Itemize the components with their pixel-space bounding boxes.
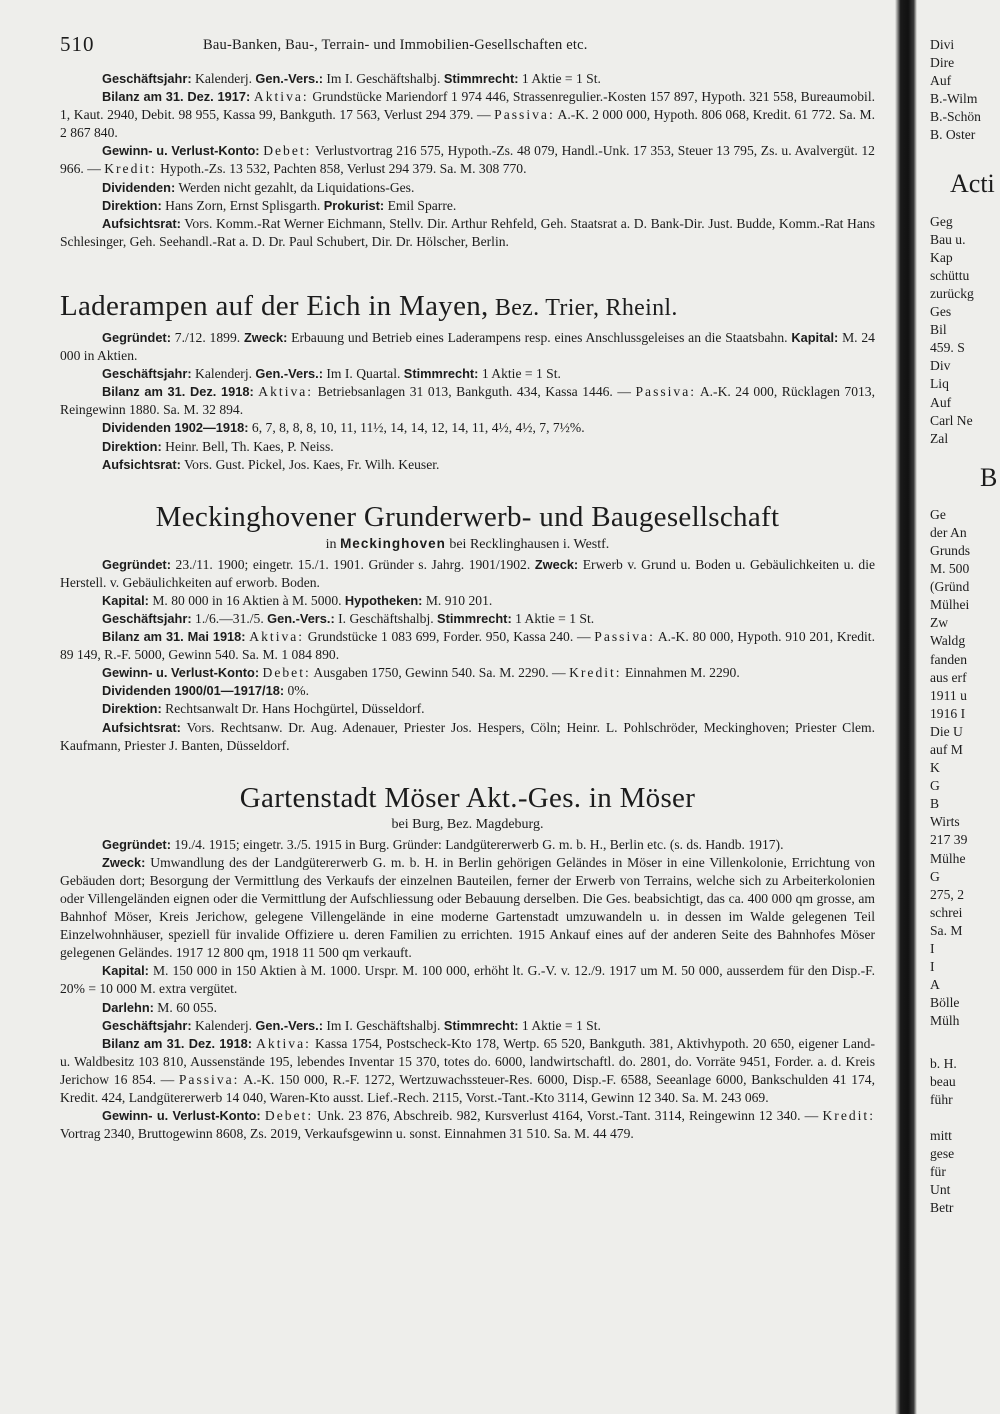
paragraph: Bilanz am 31. Dez. 1917: Aktiva: Grundstücke Mariendorf 1 974 446, Strassenregulier.-Kosten 157 897, Hypoth. 321 558, Bureaumobil. 1, Kaut. 2940, Debit. 98 955, Kassa 99, Bankguth. 17 563, Verlust 294 379. — Passiva: A.-K. 2 000 000, Hypoth. 806 068, Kredit. 61 772. Sa. M. 2 867 840. xyxy=(60,89,876,141)
fragment-line: Sa. M xyxy=(930,922,963,938)
paragraph: Dividenden: Werden nicht gezahlt, da Liquidations-Ges. xyxy=(102,179,415,195)
paragraph: Bilanz am 31. Dez. 1918: Aktiva: Kassa 1754, Postscheck-Kto 178, Wertp. 65 520, Bankguth. 381, Aktivhypoth. 20 650, eigener Land- u. Waldbesitz 103 810, Aussenstände 195, lebendes Inventar 15 370, totes do. 6000, landwirtschaftl. do. 2801, do. Vorräte 9451, Forder. a. d. Kreis Jerichow 16 854. — Passiva: A.-K. 150 000, R.-F. 1272, Wertzuwachssteuer-Res. 6000, Disp.-F. 6588, Seeanlage 6000, Bankschulden 41 174, Kredit. 424, Landgütererwerb 14 040, Waren-Kto ausst. Lief.-Rech. 2115, Vorst.-Tant.-Kto 3114, Gewinn 12 340. Sa. M. 243 069. xyxy=(60,1035,876,1106)
page-header xyxy=(60,30,875,70)
fragment-line: schrei xyxy=(930,904,963,920)
fragment-line: schüttu xyxy=(930,267,970,283)
fragment-line: zurückg xyxy=(930,285,974,301)
paragraph: Aufsichtsrat: Vors. Komm.-Rat Werner Eichmann, Stellv. Dir. Arthur Rehfeld, Geh. Staatsrat a. D. Bank-Dir. Just. Budde, Komm.-Rat Hans Schlesinger, Geh. Seehandl.-Rat a. D. Dr. Paul Schubert, Dir. Dr. Hölscher, Berlin. xyxy=(60,215,875,249)
fragment-line: mitt xyxy=(930,1127,952,1143)
fragment-line: (Gründ xyxy=(930,579,970,595)
fragment-line: für xyxy=(930,1164,946,1180)
paragraph: Kapital: M. 150 000 in 150 Aktien à M. 1000. Urspr. M. 100 000, erhöht lt. G.-V. v. 12./9. 1917 um M. 50 000, ausserdem für den Disp.-F. 20% = 10 000 M. extra vergütet. xyxy=(60,963,875,997)
entry-moeser xyxy=(60,781,875,1144)
paragraph: Gegründet: 19./4. 1915; eingetr. 3./5. 1915 in Burg. Gründer: Landgütererwerb G. m. b. H., Berlin etc. (s. ds. Handb. 1917). xyxy=(102,836,784,852)
paragraph: Gewinn- u. Verlust-Konto: Debet: Unk. 23 876, Abschreib. 982, Kursverlust 4164, Vorst.-Tant. 3114, Reingewinn 12 340. — Kredit: Vortrag 2340, Bruttogewinn 8608, Zs. 2019, Verkaufsgewinn u. sonst. Einnahmen 31 510. Sa. M. 44 479. xyxy=(60,1108,875,1142)
entry-continued xyxy=(60,70,875,251)
paragraph: Aufsichtsrat: Vors. Gust. Pickel, Jos. Kaes, Fr. Wilh. Keuser. xyxy=(102,456,440,472)
fragment-line: Mülhei xyxy=(930,597,970,613)
page-number: 510 xyxy=(60,32,95,56)
fragment-line: aus erf xyxy=(930,669,967,685)
entry-subtitle: in Meckinghoven bei Recklinghausen i. Westf. xyxy=(325,535,610,552)
fragment-line: Carl Ne xyxy=(930,412,973,428)
fragment-line: Divi xyxy=(930,37,955,52)
paragraph: Dividenden 1902—1918: 6, 7, 8, 8, 8, 10, 11, 11½, 14, 14, 12, 14, 11, 4½, 4½, 7, 7½%. xyxy=(102,420,585,436)
paragraph: Gegründet: 23./11. 1900; eingetr. 15./1. 1901. Gründer s. Jahrg. 1901/1902. Zweck: Erwerb v. Grund u. Boden u. Gebäulichkeiten u. die Herstell. v. Gebäulichkeiten auf erworb. Boden. xyxy=(60,556,875,590)
fragment-line: Zal xyxy=(930,430,949,446)
fragment-heading-a: Acti xyxy=(950,168,995,198)
fragment-line: Waldg xyxy=(930,633,966,649)
fragment-line: gese xyxy=(930,1145,955,1161)
paragraph: Bilanz am 31. Dez. 1918: Aktiva: Betriebsanlagen 31 013, Bankguth. 434, Kassa 1446. — Passiva: A.-K. 24 000, Rücklagen 7013, Reingewinn 1880. Sa. M. 32 894. xyxy=(60,384,875,418)
fragment-line: B.-Schön xyxy=(930,109,981,125)
fragment-line: Liq xyxy=(930,376,949,392)
fragment-line: Grunds xyxy=(930,542,971,558)
fragment-line: Ges xyxy=(930,304,952,320)
paragraph: Zweck: Umwandlung des der Landgütererwerb G. m. b. H. in Berlin gehörigen Geländes in Möser in eine Villenkolonie, Errichtung von Gebäuden dort; Besorgung der Vermittlung des Verkaufs der einzelnen Bauteilen, ferner der Erwerb von Terrains, welche sich zu Arbeiterkolonien oder Villengeländen eignen oder die Vermittlung der Aufschliessung oder Bebauung derselben. Die Ges. beabsichtigt, das ca. 400 000 qm grosse, am Bahnhof Möser, Kreis Jerichow, gelegene Villengelände in eine moderne Gartenstadt umzuwandeln u. in dessen im Walde gelegenen Teil Einzelwohnhäuser, speziell für invalide Offiziere u. deren Familien zu errichten. 1915 Ankauf eines auf der anderen Seite des Bahnhofes Möser gelegenen Geländes. 1917 12 800 qm, 1918 11 500 qm verkauft. xyxy=(60,854,875,961)
fragment-line: Bölle xyxy=(930,995,960,1011)
fragment-line: A xyxy=(930,977,940,993)
paragraph: Gewinn- u. Verlust-Konto: Debet: Ausgaben 1750, Gewinn 540. Sa. M. 2290. — Kredit: Einnahmen M. 2290. xyxy=(102,665,740,681)
fragment-line: Geg xyxy=(930,213,953,229)
fragment-line: beau xyxy=(930,1073,956,1089)
fragment-lines-c xyxy=(930,506,1000,1031)
fragment-line: 459. S xyxy=(930,340,965,356)
fragment-line: I xyxy=(930,941,935,957)
paragraph: Dividenden 1900/01—1917/18: 0%. xyxy=(102,683,310,699)
paragraph: Gewinn- u. Verlust-Konto: Debet: Verlustvortrag 216 575, Hypoth.-Zs. 48 079, Handl.-Unk. 17 353, Steuer 13 795, Zs. u. Avalvergüt. 12 966. — Kredit: Hypoth.-Zs. 13 532, Pachten 858, Verlust 294 379. Sa. M. 308 770. xyxy=(60,143,875,177)
paragraph: Gegründet: 7./12. 1899. Zweck: Erbauung und Betrieb eines Laderampens resp. eines Anschlussgeleises an die Staatsbahn. Kapital: M. 24 000 in Aktien. xyxy=(60,329,875,364)
running-title: Bau-Banken, Bau-, Terrain- und Immobilien-Gesellschaften etc. xyxy=(203,37,588,53)
fragment-line: Mülh xyxy=(930,1013,960,1029)
fragment-line: Dire xyxy=(930,55,955,71)
fragment-line: Betr xyxy=(930,1200,954,1216)
fragment-line: B xyxy=(930,796,940,812)
entry-laderampen xyxy=(60,289,875,474)
fragment-line: 1916 I xyxy=(930,705,966,721)
paragraph: Geschäftsjahr: Kalenderj. Gen.-Vers.: Im I. Quartal. Stimmrecht: 1 Aktie = 1 St. xyxy=(102,366,561,382)
fragment-line: führ xyxy=(930,1091,953,1107)
adjacent-page-fragment xyxy=(930,36,1000,1217)
fragment-line: der An xyxy=(930,524,967,540)
fragment-line: Div xyxy=(930,358,951,374)
paragraph: Geschäftsjahr: 1./6.—31./5. Gen.-Vers.: I. Geschäftshalbj. Stimmrecht: 1 Aktie = 1 St. xyxy=(102,610,595,626)
fragment-line: 1911 u xyxy=(930,687,967,703)
fragment-line: Bil xyxy=(930,322,947,338)
fragment-line: I xyxy=(930,959,935,975)
fragment-line: Auf xyxy=(930,73,952,89)
fragment-line: K xyxy=(930,760,940,776)
fragment-lines-a xyxy=(930,36,1000,145)
fragment-line: 217 39 xyxy=(930,832,968,848)
paragraph: Geschäftsjahr: Kalenderj. Gen.-Vers.: Im I. Geschäftshalbj. Stimmrecht: 1 Aktie = 1 St. xyxy=(102,1017,601,1033)
paragraph: Direktion: Hans Zorn, Ernst Splisgarth. Prokurist: Emil Sparre. xyxy=(102,197,457,213)
paragraph: Aufsichtsrat: Vors. Rechtsanw. Dr. Aug. Adenauer, Priester Jos. Hespers, Cöln; Heinr. L. Pohlschröder, Meckinghoven; Priester Clem. Kaufmann, Priester J. Banten, Düsseldorf. xyxy=(60,719,875,753)
fragment-line: Mülhe xyxy=(930,850,966,866)
main-column xyxy=(60,30,875,1143)
fragment-line: fanden xyxy=(930,651,967,667)
fragment-line: B.-Wilm xyxy=(930,91,978,107)
fragment-line: 275, 2 xyxy=(930,886,964,902)
entry-subtitle: bei Burg, Bez. Magdeburg. xyxy=(391,816,544,832)
fragment-line: G xyxy=(930,778,940,794)
book-gutter xyxy=(895,0,917,1414)
fragment-line: Bau u. xyxy=(930,231,966,247)
entry-title: Meckinghovener Grunderwerb- und Baugesellschaft xyxy=(155,500,780,533)
fragment-lines-b xyxy=(930,213,1000,448)
paragraph: Direktion: Heinr. Bell, Th. Kaes, P. Neiss. xyxy=(102,438,334,454)
entry-meckinghoven xyxy=(60,500,875,755)
fragment-line: B. Oster xyxy=(930,127,976,143)
fragment-line xyxy=(930,1109,1000,1127)
fragment-line: Wirts xyxy=(930,814,960,830)
fragment-line: Auf xyxy=(930,394,952,410)
fragment-line: G xyxy=(930,868,940,884)
fragment-line: Die U xyxy=(930,723,963,739)
fragment-lines-d xyxy=(930,1055,1000,1218)
entry-title: Laderampen auf der Eich in Mayen, Bez. Trier, Rheinl. xyxy=(60,289,678,322)
fragment-line: M. 500 xyxy=(930,561,970,577)
fragment-line: Zw xyxy=(930,615,949,631)
paragraph: Darlehn: M. 60 055. xyxy=(102,999,217,1015)
paragraph: Direktion: Rechtsanwalt Dr. Hans Hochgürtel, Düsseldorf. xyxy=(102,701,425,717)
fragment-line: Unt xyxy=(930,1182,951,1198)
paragraph: Kapital: M. 80 000 in 16 Aktien à M. 5000. Hypotheken: M. 910 201. xyxy=(102,592,493,608)
entry-title: Gartenstadt Möser Akt.-Ges. in Möser xyxy=(239,781,696,814)
fragment-line: Ge xyxy=(930,506,946,522)
paragraph: Bilanz am 31. Mai 1918: Aktiva: Grundstücke 1 083 699, Forder. 950, Kassa 240. — Passiva: A.-K. 80 000, Hypoth. 910 201, Kredit. 89 149, R.-F. 5000, Gewinn 540. Sa. M. 1 084 890. xyxy=(60,629,875,663)
fragment-line: b. H. xyxy=(930,1055,957,1071)
fragment-line: auf M xyxy=(930,742,963,757)
fragment-heading-b: B xyxy=(980,462,998,492)
fragment-line: Kap xyxy=(930,249,953,265)
paragraph: Geschäftsjahr: Kalenderj. Gen.-Vers.: Im I. Geschäftshalbj. Stimmrecht: 1 Aktie = 1 St. xyxy=(102,71,601,86)
